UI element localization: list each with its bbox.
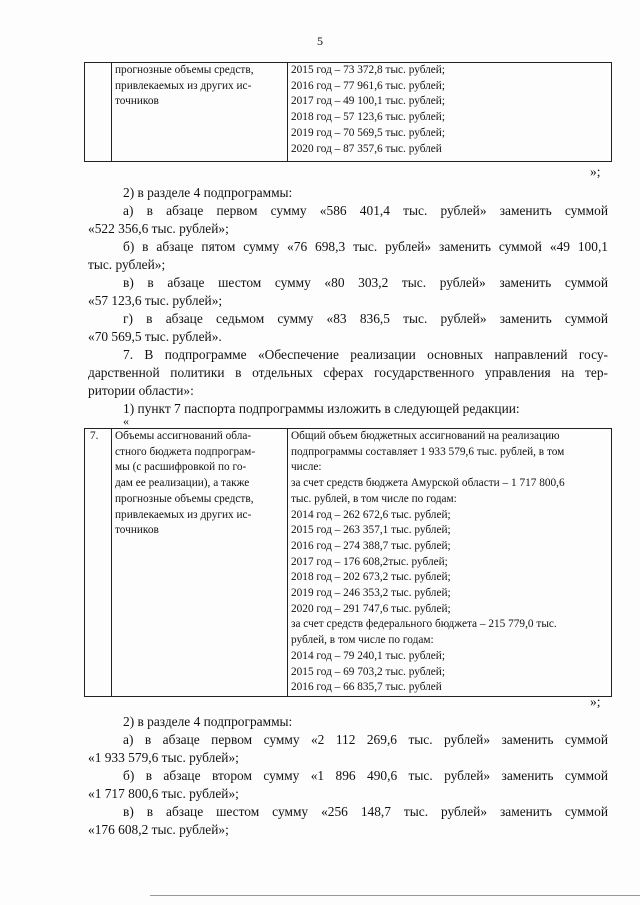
cell-text-line: 2019 год – 70 569,5 тыс. рублей; — [291, 126, 445, 139]
cell-text-line: дам ее реализации), а также — [115, 477, 250, 490]
table-cell-label — [112, 429, 288, 697]
cell-text-line: за счет средств федерального бюджета – 215 779,0 тыс. — [291, 618, 557, 631]
paragraph-line: 2) в разделе 4 подпрограммы: — [123, 714, 293, 729]
table-new-edition — [84, 428, 612, 697]
paragraph-line: а) в абзаце первом сумму «2 112 269,6 тыс. рублей» заменить суммой — [123, 732, 608, 747]
quote-close: »; — [590, 164, 601, 179]
cell-text-line: 2020 год – 87 357,6 тыс. рублей — [291, 142, 442, 155]
paragraph-line: 1) пункт 7 паспорта подпрограммы изложить в следующей редакции: — [123, 401, 520, 416]
cell-text-line: 2015 год – 263 357,1 тыс. рублей; — [291, 524, 451, 537]
paragraph-line: «1 717 800,6 тыс. рублей»; — [88, 786, 239, 801]
cell-text-line: рублей, в том числе по годам: — [291, 634, 434, 647]
paragraph-line: тыс. рублей»; — [88, 257, 166, 272]
quote-open: « — [123, 414, 129, 428]
paragraph-line: «522 356,6 тыс. рублей»; — [88, 221, 229, 236]
cell-text-line: 2016 год – 77 961,6 тыс. рублей; — [291, 79, 445, 92]
cell-text-line: 2015 год – 69 703,2 тыс. рублей; — [291, 665, 445, 678]
cell-text-line: мы (с расшифровкой по го- — [115, 461, 247, 474]
paragraph-line: г) в абзаце седьмом сумму «83 836,5 тыс. рублей» заменить суммой — [123, 311, 608, 326]
cell-text-line: Объемы ассигнований обла- — [115, 430, 252, 442]
paragraph-line: «57 123,6 тыс. рублей»; — [88, 293, 223, 308]
cell-text-line: стного бюджета подпрограм- — [115, 445, 256, 458]
table-row — [85, 63, 612, 162]
cell-text-line: 2019 год – 246 353,2 тыс. рублей; — [291, 587, 451, 600]
paragraph-line: б) в абзаце пятом сумму «76 698,3 тыс. рублей» заменить суммой «49 100,1 — [123, 239, 608, 254]
cell-text-line: 2015 год – 73 372,8 тыс. рублей; — [291, 64, 445, 76]
paragraph-line: а) в абзаце первом сумму «586 401,4 тыс. рублей» заменить суммой — [123, 203, 608, 218]
paragraph-line: «70 569,5 тыс. рублей». — [88, 329, 222, 344]
paragraph-line: «176 608,2 тыс. рублей»; — [88, 822, 229, 837]
table-continuation — [84, 62, 612, 162]
table-cell-values — [288, 429, 612, 697]
quote-close: »; — [590, 694, 601, 709]
cell-text-line: 2016 год – 66 835,7 тыс. рублей — [291, 681, 442, 694]
paragraph-line: «1 933 579,6 тыс. рублей»; — [88, 750, 239, 765]
cell-text-line: подпрограммы составляет 1 933 579,6 тыс. рублей, в том — [291, 445, 565, 458]
table-row — [85, 429, 612, 697]
cell-text-line: привлекаемых из других ис- — [115, 508, 252, 521]
paragraph-line: 7. В подпрограмме «Обеспечение реализации основных направлений госу- — [123, 347, 608, 362]
row-number: 7. — [90, 430, 99, 442]
cell-text-line: числе: — [291, 461, 322, 474]
cell-text-line: 2014 год – 79 240,1 тыс. рублей; — [291, 649, 445, 662]
cell-text-line: точников — [115, 524, 159, 537]
paragraph-line: дарственной политики в отдельных сферах государственного управления на тер- — [88, 365, 608, 380]
cell-text-line: 2018 год – 57 123,6 тыс. рублей; — [291, 111, 445, 124]
cell-text-line: тыс. рублей, в том числе по годам: — [291, 492, 457, 505]
page-number: 5 — [317, 34, 323, 48]
cell-text-line: 2014 год – 262 672,6 тыс. рублей; — [291, 508, 451, 521]
cell-text-line: прогнозные объемы средств, — [115, 64, 254, 76]
cell-text-line: 2018 год – 202 673,2 тыс. рублей; — [291, 571, 451, 584]
scan-edge-line — [150, 895, 640, 896]
paragraph-line: 2) в разделе 4 подпрограммы: — [123, 185, 293, 200]
table-cell-label — [112, 63, 288, 162]
cell-text-line: 2017 год – 176 608,2тыс. рублей; — [291, 555, 448, 568]
cell-text-line: 2020 год – 291 747,6 тыс. рублей; — [291, 602, 451, 615]
cell-text-line: Общий объем бюджетных ассигнований на реализацию — [291, 430, 560, 442]
paragraph-line: ритории области»: — [88, 383, 194, 398]
table-cell-number — [85, 63, 112, 162]
cell-text-line: 2016 год – 274 388,7 тыс. рублей; — [291, 539, 451, 552]
paragraph-line: в) в абзаце шестом сумму «80 303,2 тыс. рублей» заменить суммой — [123, 275, 608, 290]
cell-text-line: за счет средств бюджета Амурской области – 1 717 800,6 — [291, 477, 565, 490]
cell-text-line: привлекаемых из других ис- — [115, 79, 252, 92]
paragraph-line: в) в абзаце шестом сумму «256 148,7 тыс. рублей» заменить суммой — [123, 804, 608, 819]
table-cell-number — [85, 429, 112, 697]
cell-text-line: прогнозные объемы средств, — [115, 492, 254, 505]
cell-text-line: точников — [115, 95, 159, 108]
table-cell-values — [288, 63, 612, 162]
cell-text-line: 2017 год – 49 100,1 тыс. рублей; — [291, 95, 445, 108]
paragraph-line: б) в абзаце втором сумму «1 896 490,6 тыс. рублей» заменить суммой — [123, 768, 608, 783]
